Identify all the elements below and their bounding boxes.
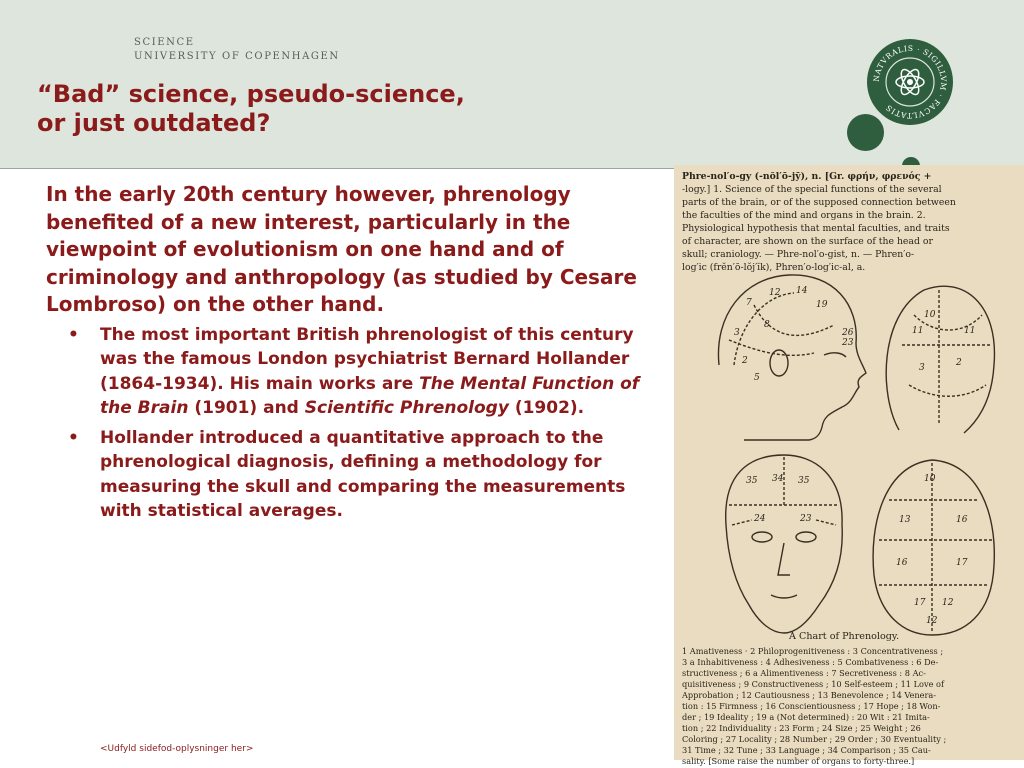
legend-line: quisitiveness ; 9 Constructiveness ; 10 Self-esteem ; 11 Love of bbox=[682, 679, 944, 689]
legend-line: sality. [Some raise the number of organs to forty-three.] bbox=[682, 756, 915, 766]
head2-number: 2 bbox=[956, 358, 962, 368]
head1-number: 5 bbox=[754, 373, 760, 383]
bullet1-text-2: (1901) and bbox=[188, 398, 305, 418]
phrenology-chart-image bbox=[674, 165, 1024, 766]
bullet-dot-icon: • bbox=[68, 427, 79, 448]
legend-line: tion : 15 Firmness ; 16 Conscientiousness ; 17 Hope ; 18 Won- bbox=[682, 701, 941, 711]
footer-text: <Udfyld sidefod-oplysninger her> bbox=[100, 744, 254, 754]
head4-number: 16 bbox=[896, 558, 908, 568]
institution-science: SCIENCE bbox=[134, 37, 195, 48]
head1-number: 14 bbox=[796, 286, 808, 296]
head1-number: 2 bbox=[742, 356, 748, 366]
dict-line: log′ic (frĕn′ō-lŏj′ĭk), Phren′o-log′ic-al, a. bbox=[682, 262, 866, 273]
head2-number: 10 bbox=[924, 310, 936, 320]
bullet-list bbox=[46, 323, 654, 524]
head3-number: 34 bbox=[772, 474, 784, 484]
legend-line: structiveness ; 6 a Alimentiveness : 7 Secretiveness : 8 Ac- bbox=[682, 668, 926, 678]
bullet1-text-1: The most important British phrenologist of this century was the famous London psychiatrist Bernard Hollander (1864-1934). His main works are bbox=[100, 324, 634, 394]
slide-title bbox=[37, 80, 597, 138]
head3-number: 35 bbox=[798, 476, 810, 486]
head1-number: 26 bbox=[842, 328, 854, 338]
slide-body bbox=[46, 181, 654, 529]
head4-number: 16 bbox=[956, 515, 968, 525]
dict-line: Phre-nol′o-gy (-nŏl′ō-jȳ), n. [Gr. φρήν, φρενός + bbox=[682, 171, 932, 182]
dict-line: the faculties of the mind and organs in the brain. 2. bbox=[682, 210, 926, 221]
head1-number: 8 bbox=[764, 320, 770, 330]
legend-line: der ; 19 Ideality ; 19 a (Not determined) : 20 Wit : 21 Imita- bbox=[682, 712, 930, 722]
bullet1-text-3: (1902). bbox=[508, 398, 585, 418]
head1-number: 12 bbox=[769, 288, 781, 298]
legend-line: 3 a Inhabitiveness : 4 Adhesiveness : 5 Combativeness : 6 De- bbox=[682, 657, 939, 667]
legend-line: 31 Time ; 32 Tune ; 33 Language ; 34 Comparison ; 35 Cau- bbox=[682, 745, 931, 755]
book-title-scientific-phrenology: Scientific Phrenology bbox=[304, 398, 509, 418]
bullet2-text: Hollander introduced a quantitative approach to the phrenological diagnosis, defining a methodology for measuring the skull and comparing the measurements with statistical averages. bbox=[100, 427, 626, 521]
legend-line: Approbation ; 12 Cautiousness ; 13 Benevolence ; 14 Venera- bbox=[682, 690, 937, 700]
dict-line: skull; craniology. — Phre-nol′o-gist, n. — Phren′o- bbox=[682, 249, 915, 260]
head3-number: 24 bbox=[754, 514, 766, 524]
title-line-1: “Bad” science, pseudo-science, bbox=[37, 80, 465, 108]
head4-number: 10 bbox=[924, 474, 936, 484]
legend-line: 1 Amativeness · 2 Philoprogenitiveness : 3 Concentrativeness ; bbox=[682, 646, 944, 656]
chart-caption: A Chart of Phrenology. bbox=[789, 631, 900, 642]
seal-ring-text: NATVRALIS · SIGILLVM · FACVLTATIS bbox=[871, 43, 949, 121]
bullet-dot-icon: • bbox=[68, 324, 79, 345]
head2-number: 3 bbox=[919, 363, 925, 373]
head2-number: 11 bbox=[912, 326, 924, 336]
dict-line: parts of the brain, or of the supposed connection between bbox=[682, 197, 956, 208]
head3-number: 23 bbox=[800, 514, 812, 524]
book-title-mental-function: The Mental Function of the Brain bbox=[100, 373, 640, 418]
bullet-hollander-works bbox=[46, 323, 654, 421]
legend-line: Coloring ; 27 Locality ; 28 Number ; 29 Order ; 30 Eventuality ; bbox=[682, 734, 947, 744]
head2-number: 11 bbox=[964, 326, 976, 336]
university-seal-icon bbox=[866, 38, 954, 126]
head1-number: 23 bbox=[842, 338, 854, 348]
bullet-quantitative-approach bbox=[46, 426, 654, 524]
head4-number: 12 bbox=[926, 616, 938, 626]
dict-line: of character, are shown on the surface of the head or bbox=[682, 236, 933, 247]
head1-number: 7 bbox=[746, 298, 752, 308]
head4-number: 17 bbox=[956, 558, 968, 568]
head3-number: 35 bbox=[746, 476, 758, 486]
decorative-dot-large bbox=[847, 114, 884, 151]
lead-paragraph: In the early 20th century however, phrenology benefited of a new interest, particularly in the viewpoint of evolutionism on one hand and of criminology and anthropology (as studied by Cesare Lombroso) on the other hand. bbox=[46, 182, 637, 316]
dict-line: -logy.] 1. Science of the special functions of the several bbox=[682, 184, 942, 195]
phrenology-chart-drawing bbox=[674, 165, 1024, 766]
head4-number: 12 bbox=[942, 598, 954, 608]
head1-number: 3 bbox=[734, 328, 740, 338]
head4-number: 17 bbox=[914, 598, 926, 608]
dict-line: Physiological hypothesis that mental faculties, and traits bbox=[682, 223, 950, 234]
institution-university: UNIVERSITY OF COPENHAGEN bbox=[134, 51, 340, 62]
title-line-2: or just outdated? bbox=[37, 109, 271, 137]
legend-line: tion ; 22 Individuality : 23 Form ; 24 Size ; 25 Weight ; 26 bbox=[682, 723, 921, 733]
head1-number: 19 bbox=[816, 300, 828, 310]
head4-number: 13 bbox=[899, 515, 911, 525]
